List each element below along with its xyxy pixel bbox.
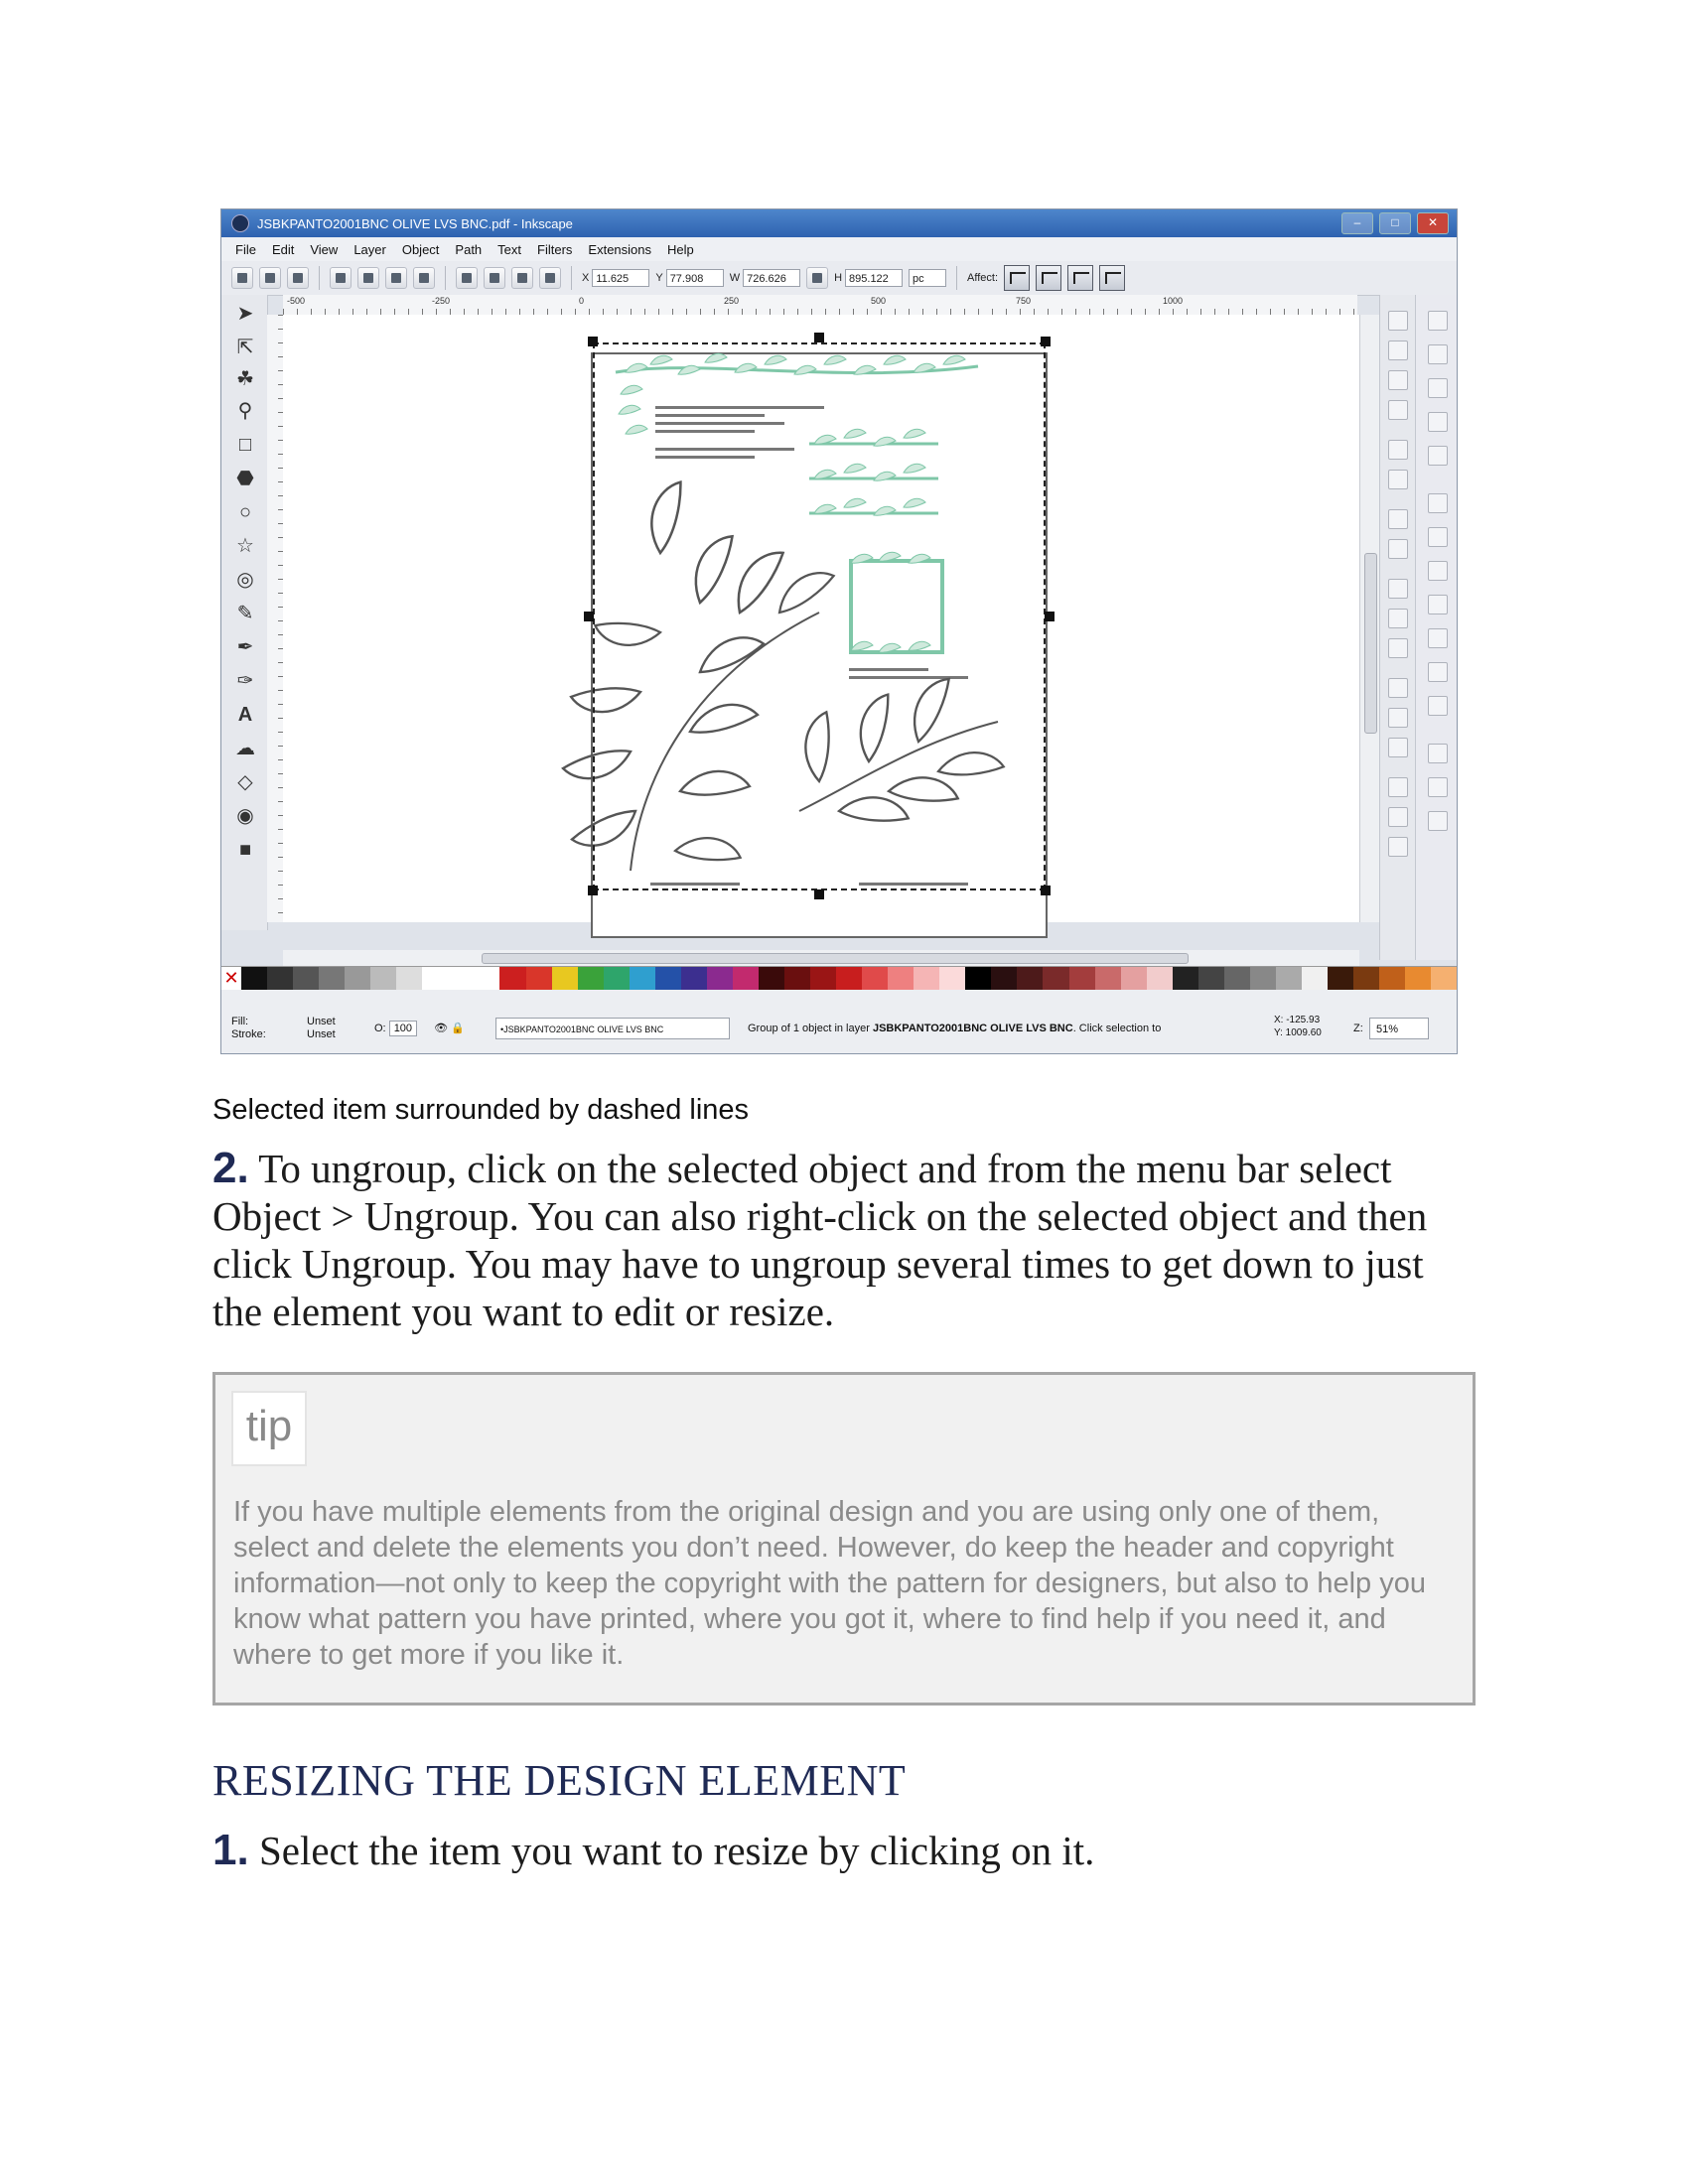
snap-rotation-center-icon[interactable] <box>1428 696 1448 716</box>
new-document-icon[interactable] <box>1388 311 1408 331</box>
separator <box>956 266 957 290</box>
scroll-thumb[interactable] <box>482 953 1189 964</box>
stroke-label: Stroke: <box>231 1028 266 1040</box>
lock-ratio-icon[interactable] <box>806 267 828 289</box>
color-swatch[interactable] <box>681 967 707 991</box>
scale-handle[interactable] <box>588 337 598 346</box>
section-heading: RESIZING THE DESIGN ELEMENT <box>212 1756 907 1805</box>
inkscape-logo-icon <box>231 214 249 232</box>
color-swatch[interactable] <box>707 967 733 991</box>
x-label: X <box>582 272 590 284</box>
selection-dashed-box <box>593 342 1046 890</box>
snap-edges-icon[interactable] <box>1428 378 1448 398</box>
export-icon[interactable] <box>1388 470 1408 489</box>
snap-smooth-nodes-icon[interactable] <box>1428 595 1448 614</box>
status-layer-name: JSBKPANTO2001BNC OLIVE LVS BNC <box>872 1023 1073 1034</box>
rectangle-tool-icon[interactable]: □ <box>238 434 252 456</box>
clone-icon[interactable] <box>1388 807 1408 827</box>
spray-tool-icon[interactable]: ☁ <box>235 738 255 759</box>
opacity-field[interactable] <box>374 1022 465 1034</box>
fill-label: Fill: <box>231 1016 249 1027</box>
scale-handle[interactable] <box>1045 612 1055 621</box>
text-tool-icon[interactable]: A <box>237 704 253 726</box>
step-text: Select the item you want to resize by clicking on it. <box>248 1828 1095 1873</box>
menu-view[interactable]: View <box>310 241 339 257</box>
step-2-paragraph <box>212 1145 1474 1335</box>
cursor-coordinates <box>1274 1014 1322 1039</box>
paint-bucket-tool-icon[interactable]: ◉ <box>236 805 254 827</box>
color-swatch[interactable] <box>1405 967 1431 991</box>
color-swatch[interactable] <box>965 967 991 991</box>
deselect-icon[interactable] <box>287 267 309 289</box>
color-swatch[interactable] <box>1431 967 1457 991</box>
transform-gradients-icon[interactable] <box>1067 265 1093 291</box>
separator <box>445 266 446 290</box>
paste-icon[interactable] <box>1388 638 1408 658</box>
star-tool-icon[interactable]: ☆ <box>236 535 254 557</box>
status-bar <box>221 990 1457 1054</box>
color-swatch[interactable] <box>552 967 578 991</box>
color-swatch[interactable] <box>630 967 655 991</box>
no-paint-swatch[interactable]: ✕ <box>221 967 241 991</box>
separator <box>319 266 320 290</box>
scroll-thumb[interactable] <box>1364 553 1377 734</box>
calligraphy-tool-icon[interactable]: ✑ <box>236 670 254 692</box>
scale-handle[interactable] <box>1041 337 1051 346</box>
menu-edit[interactable]: Edit <box>271 241 295 257</box>
color-swatch[interactable] <box>1250 967 1276 991</box>
pencil-tool-icon[interactable]: ✎ <box>236 603 254 624</box>
snap-bbox-icon[interactable] <box>1428 344 1448 364</box>
ellipse-tool-icon[interactable]: ○ <box>238 501 252 523</box>
color-swatch[interactable] <box>448 967 474 991</box>
horizontal-scrollbar[interactable] <box>283 950 1359 966</box>
gradient-tool-icon[interactable]: ■ <box>238 839 252 861</box>
drawing-canvas[interactable] <box>283 315 1359 922</box>
ruler-label: 250 <box>724 296 740 306</box>
snap-grid-icon[interactable] <box>1428 777 1448 797</box>
color-swatch[interactable] <box>914 967 939 991</box>
selector-tool-icon[interactable]: ➤ <box>236 303 254 325</box>
window-title: JSBKPANTO2001BNC OLIVE LVS BNC.pdf - Inkscape <box>257 215 573 231</box>
fill-stroke-values[interactable] <box>307 1016 336 1041</box>
lock-icon[interactable]: 🔒 <box>451 1023 465 1034</box>
eye-icon[interactable]: 👁 <box>434 1023 449 1034</box>
zoom-drawing-icon[interactable] <box>1388 708 1408 728</box>
tool-controls-bar <box>221 261 1457 296</box>
zoom-field[interactable]: 51% <box>1369 1018 1429 1039</box>
zoom-page-icon[interactable] <box>1388 738 1408 757</box>
color-swatch[interactable] <box>319 967 345 991</box>
cut-icon[interactable] <box>1388 609 1408 628</box>
snap-controls-bar <box>1415 295 1458 960</box>
color-swatch[interactable] <box>1043 967 1068 991</box>
spiral-tool-icon[interactable]: ◎ <box>236 569 254 591</box>
snap-centers-icon[interactable] <box>1428 662 1448 682</box>
color-swatch[interactable] <box>733 967 759 991</box>
step-text: To ungroup, click on the selected object and from the menu bar select Object > Ungroup. You can also right-click on the selected object and then click Ungroup. You may have to ungroup several times to get down to just the element you want to edit or resize. <box>212 1146 1428 1334</box>
copy-icon[interactable] <box>1388 579 1408 599</box>
unit-select[interactable]: pc <box>909 269 946 287</box>
duplicate-icon[interactable] <box>1388 777 1408 797</box>
status-message <box>748 1023 1161 1034</box>
tip-text: If you have multiple elements from the original design and you are using only one of them, select and delete the elements you don’t need. However, do keep the header and copyright information—not only to keep the copyright with the pattern for designers, but also to help you know what pattern you have printed, where you got it, where to find help if you need it, and where to get more if you like it. <box>233 1496 1426 1671</box>
opacity-label: O: <box>374 1023 386 1034</box>
snap-page-border-icon[interactable] <box>1428 744 1448 763</box>
color-swatch[interactable] <box>370 967 396 991</box>
commands-bar <box>1379 295 1416 960</box>
3d-box-tool-icon[interactable]: ⬣ <box>236 468 254 489</box>
menu-filters[interactable]: Filters <box>537 241 573 257</box>
color-swatch[interactable] <box>991 967 1017 991</box>
inkscape-screenshot <box>220 208 1458 1054</box>
y-field <box>655 269 723 287</box>
width-input[interactable]: 726.626 <box>743 269 800 287</box>
color-swatch[interactable] <box>345 967 370 991</box>
snap-paths-icon[interactable] <box>1428 527 1448 547</box>
current-layer-select[interactable]: •JSBKPANTO2001BNC OLIVE LVS BNC <box>495 1018 730 1039</box>
w-label: W <box>729 272 741 284</box>
color-swatch[interactable] <box>836 967 862 991</box>
color-swatch[interactable] <box>939 967 965 991</box>
figure-caption: Selected item surrounded by dashed lines <box>212 1094 750 1126</box>
h-label: H <box>834 272 843 284</box>
color-swatch[interactable] <box>784 967 810 991</box>
snap-intersections-icon[interactable] <box>1428 561 1448 581</box>
snap-midpoints-icon[interactable] <box>1428 446 1448 466</box>
transform-patterns-icon[interactable] <box>1099 265 1125 291</box>
ruler-label: 1000 <box>1163 296 1184 306</box>
vertical-ruler <box>267 315 284 922</box>
snap-line-midpoints-icon[interactable] <box>1428 628 1448 648</box>
lower-icon[interactable] <box>511 267 533 289</box>
step-number: 1. <box>212 1826 249 1874</box>
print-icon[interactable] <box>1388 400 1408 420</box>
color-swatch[interactable] <box>862 967 888 991</box>
color-swatch[interactable] <box>1328 967 1353 991</box>
cursor-y: Y: 1009.60 <box>1274 1027 1322 1038</box>
color-swatch[interactable] <box>759 967 784 991</box>
x-input[interactable]: 11.625 <box>592 269 649 287</box>
flip-horizontal-icon[interactable] <box>385 267 407 289</box>
color-swatch[interactable] <box>1353 967 1379 991</box>
lower-to-bottom-icon[interactable] <box>539 267 561 289</box>
menu-file[interactable]: File <box>235 241 256 257</box>
ruler-label: -250 <box>432 296 451 306</box>
scale-stroke-icon[interactable] <box>1004 265 1030 291</box>
save-icon[interactable] <box>1388 370 1408 390</box>
snap-toggle-icon[interactable] <box>1428 311 1448 331</box>
color-swatch[interactable] <box>293 967 319 991</box>
scale-handle[interactable] <box>588 886 598 895</box>
menu-extensions[interactable]: Extensions <box>588 241 651 257</box>
cursor-x: X: -125.93 <box>1274 1015 1321 1025</box>
menu-bar <box>221 237 1457 261</box>
maximize-icon[interactable]: □ <box>1379 212 1411 234</box>
color-swatch[interactable] <box>1276 967 1302 991</box>
snap-guide-icon[interactable] <box>1428 811 1448 831</box>
h-field <box>834 269 903 287</box>
ruler-label: 500 <box>871 296 887 306</box>
menu-layer[interactable]: Layer <box>353 241 386 257</box>
scale-corners-icon[interactable] <box>1036 265 1061 291</box>
menu-text[interactable]: Text <box>497 241 522 257</box>
ruler-label: 750 <box>1016 296 1032 306</box>
ruler-label: 0 <box>579 296 585 306</box>
raise-to-top-icon[interactable] <box>456 267 478 289</box>
separator <box>571 266 572 290</box>
menu-object[interactable]: Object <box>401 241 440 257</box>
rotate-cw-icon[interactable] <box>357 267 379 289</box>
step-number: 2. <box>212 1144 249 1192</box>
toolbox <box>221 295 268 930</box>
window-controls <box>1341 212 1449 234</box>
scale-handle[interactable] <box>1041 886 1051 895</box>
color-swatch[interactable] <box>888 967 914 991</box>
color-swatch[interactable] <box>578 967 604 991</box>
menu-help[interactable]: Help <box>667 241 694 257</box>
status-message-start: Group of 1 object in layer <box>748 1023 873 1034</box>
window-titlebar <box>221 209 1457 237</box>
vertical-scrollbar[interactable] <box>1359 315 1380 922</box>
color-swatch[interactable] <box>1379 967 1405 991</box>
color-swatch[interactable] <box>396 967 422 991</box>
tip-label: tip <box>231 1391 307 1466</box>
unlink-clone-icon[interactable] <box>1388 837 1408 857</box>
status-message-end: . Click selection to <box>1072 1023 1162 1034</box>
y-label: Y <box>655 272 663 284</box>
w-field <box>730 269 800 287</box>
node-tool-icon[interactable]: ⇱ <box>236 337 254 358</box>
close-icon[interactable]: ✕ <box>1417 212 1449 234</box>
affect-label: Affect: <box>967 272 999 284</box>
color-palette <box>221 966 1457 992</box>
redo-icon[interactable] <box>1388 539 1408 559</box>
color-swatch[interactable] <box>1198 967 1224 991</box>
select-all-icon[interactable] <box>231 267 253 289</box>
color-swatch[interactable] <box>1121 967 1147 991</box>
ruler-label: -500 <box>287 296 306 306</box>
color-swatch[interactable] <box>1173 967 1198 991</box>
flip-vertical-icon[interactable] <box>413 267 435 289</box>
color-swatch[interactable] <box>474 967 499 991</box>
color-swatch[interactable] <box>604 967 630 991</box>
color-swatch[interactable] <box>422 967 448 991</box>
step-1-paragraph <box>212 1827 1474 1874</box>
scale-handle[interactable] <box>584 612 594 621</box>
color-swatch[interactable] <box>1017 967 1043 991</box>
stroke-value[interactable]: Unset <box>307 1028 336 1040</box>
color-swatch[interactable] <box>267 967 293 991</box>
color-swatch[interactable] <box>655 967 681 991</box>
horizontal-ruler <box>283 295 1357 316</box>
minimize-icon[interactable]: – <box>1341 212 1373 234</box>
x-field <box>582 269 649 287</box>
pen-tool-icon[interactable]: ✒ <box>236 636 254 658</box>
menu-path[interactable]: Path <box>455 241 483 257</box>
color-swatch[interactable] <box>810 967 836 991</box>
color-swatch[interactable] <box>241 967 267 991</box>
color-swatch[interactable] <box>526 967 552 991</box>
zoom-selection-icon[interactable] <box>1388 678 1408 698</box>
undo-icon[interactable] <box>1388 509 1408 529</box>
eraser-tool-icon[interactable]: ◇ <box>237 771 253 793</box>
open-icon[interactable] <box>1388 341 1408 360</box>
import-icon[interactable] <box>1388 440 1408 460</box>
select-all-layers-icon[interactable] <box>259 267 281 289</box>
height-input[interactable]: 895.122 <box>845 269 903 287</box>
scale-handle[interactable] <box>814 889 824 899</box>
raise-icon[interactable] <box>484 267 505 289</box>
zoom-tool-icon[interactable]: ⚲ <box>237 400 253 422</box>
rotate-ccw-icon[interactable] <box>330 267 352 289</box>
color-swatch[interactable] <box>1095 967 1121 991</box>
color-swatch[interactable] <box>1069 967 1095 991</box>
scale-handle[interactable] <box>814 333 824 342</box>
color-swatch[interactable] <box>1302 967 1328 991</box>
zoom-label: Z: <box>1353 1023 1363 1034</box>
snap-nodes-icon[interactable] <box>1428 493 1448 513</box>
fill-value[interactable]: Unset <box>307 1016 336 1027</box>
y-input[interactable]: 77.908 <box>666 269 724 287</box>
tweak-tool-icon[interactable]: ☘ <box>236 368 254 390</box>
color-swatch[interactable] <box>1147 967 1173 991</box>
snap-corners-icon[interactable] <box>1428 412 1448 432</box>
color-swatch[interactable] <box>1224 967 1250 991</box>
color-swatch[interactable] <box>499 967 525 991</box>
opacity-value[interactable]: 100 <box>389 1021 417 1036</box>
fill-stroke-labels <box>231 1016 266 1041</box>
tip-box <box>212 1372 1476 1706</box>
